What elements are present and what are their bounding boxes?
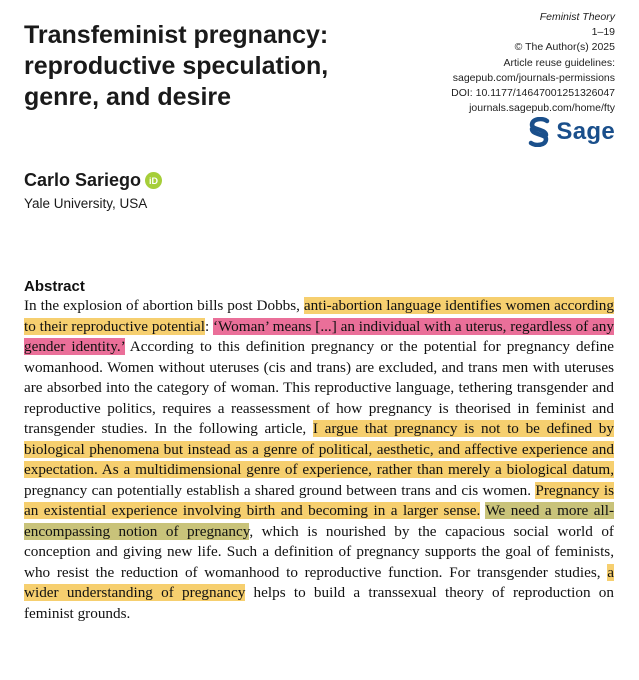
highlight-yellow: a wider understanding of pregnancy <box>24 563 614 601</box>
highlight-yellow: Pregnancy is an existential experience involving birth and becoming in a larger sense. <box>24 481 614 519</box>
reuse-link[interactable]: sagepub.com/journals-permissions <box>452 71 615 84</box>
journal-link[interactable]: journals.sagepub.com/home/fty <box>469 102 615 115</box>
copyright-notice: © The Author(s) 2025 <box>514 41 615 54</box>
abstract-text: : <box>204 317 213 335</box>
highlight-yellow: anti-abortion language identifies women according to their reproductive potential <box>24 297 614 335</box>
orcid-icon[interactable]: iD <box>145 172 162 189</box>
author-line <box>24 170 162 191</box>
highlight-green: We need a more all-encompassing notion of pregnancy <box>24 502 614 540</box>
doi[interactable]: DOI: 10.1177/14647001251326047 <box>451 87 615 100</box>
journal-name: Feminist Theory <box>539 11 615 23</box>
abstract-text: pregnancy can potentially establish a shared ground between trans and cis women. <box>24 481 536 499</box>
page-range: 1–19 <box>591 26 615 39</box>
highlight-pink: ‘Woman’ means [...] an individual with a uterus, regardless of any gender identity.’ <box>24 317 614 355</box>
abstract-text: According to this definition pregnancy or the potential for pregnancy define womanhood. Women without uteruses (cis and trans) are excluded, and trans men with uteruses are absorbed into the category of woman. This reproductive language, tethering transgender and reproductive politics, requires a reassessment of how pregnancy is theorised in feminist and transgender studies. In the following article, <box>24 338 614 437</box>
author-name: Carlo Sariego <box>24 170 142 190</box>
journal-metadata <box>355 10 615 116</box>
sage-logo <box>528 116 615 148</box>
abstract-text: helps to build a transsexual theory of reproduction on feminist grounds. <box>24 584 614 622</box>
sage-s-icon <box>528 117 550 147</box>
sage-wordmark: Sage <box>556 118 615 145</box>
highlight-yellow: I argue that pregnancy is not to be defined by biological phenomena but instead as a genre of political, aesthetic, and affective experience and expectation. As a multidimensional genre of experience, rather than merely a biological datum, <box>24 420 614 478</box>
abstract-heading: Abstract <box>24 278 85 295</box>
abstract-text: In the explosion of abortion bills post Dobbs, <box>24 297 304 314</box>
article-title: Transfeminist pregnancy: reproductive speculation, genre, and desire <box>24 21 329 111</box>
abstract-body <box>24 296 614 624</box>
abstract-text: , which is nourished by the capacious social world of conception and giving new life. Such a definition of pregnancy supports the goal of feminists, who resist the reduction of womanhood to reproductive function. For transgender studies, <box>24 522 614 581</box>
author-affiliation: Yale University, USA <box>24 196 148 211</box>
reuse-label: Article reuse guidelines: <box>503 56 615 69</box>
